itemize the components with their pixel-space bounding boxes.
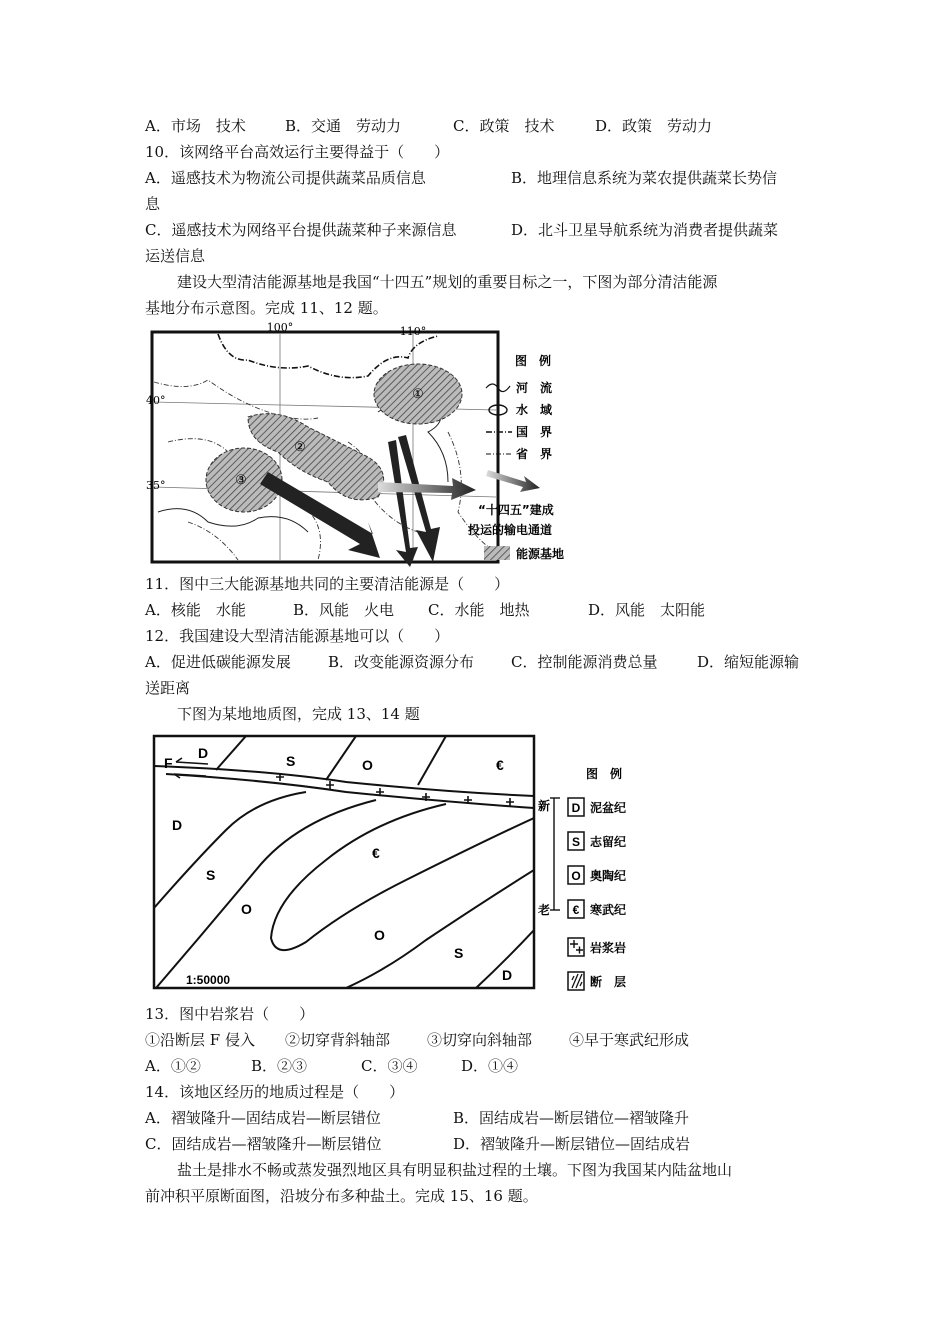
q9-option-d[interactable]: D．政策 劳动力 [595, 117, 713, 135]
q9-option-a[interactable]: A．市场 技术 [145, 117, 246, 135]
legend-new: 新 [538, 799, 551, 813]
stratum-c-core: € [372, 845, 380, 861]
lon-label-100: 100° [266, 321, 294, 334]
lat-label-35: 35° [146, 479, 166, 492]
energy-base-map [148, 322, 580, 568]
legend-devonian: 泥盆纪 [590, 801, 627, 815]
q14-option-d[interactable]: D．褶皱隆升—断层错位—固结成岩 [453, 1135, 691, 1153]
q14-option-b[interactable]: B．固结成岩—断层错位—褶皱隆升 [453, 1109, 690, 1127]
fault-label-f: F [164, 755, 173, 771]
q12-option-d-cont: 送距离 [145, 679, 191, 697]
q13-option-b[interactable]: B．②③ [251, 1057, 308, 1075]
q13-option-a[interactable]: A．①② [145, 1057, 201, 1075]
geologic-map [146, 730, 646, 996]
intro-saline-line1: 盐土是排水不畅或蒸发强烈地区具有明显积盐过程的土壤。下图为我国某内陆盆地山 [177, 1161, 733, 1179]
stratum-d-south: D [502, 967, 513, 983]
q13-option-c[interactable]: C．③④ [361, 1057, 418, 1075]
q12-option-a[interactable]: A．促进低碳能源发展 [145, 653, 291, 671]
legend-d-sym: D [571, 801, 581, 815]
legend-water: 水 域 [516, 403, 553, 417]
q9-option-b[interactable]: B．交通 劳动力 [285, 117, 402, 135]
q9-options [145, 116, 712, 136]
legend-transmission-line2: 投运的输电通道 [468, 523, 553, 537]
q14-options-row1 [145, 1108, 689, 1128]
q10-options-row1 [145, 168, 777, 188]
q13-statement-4: ④早于寒武纪形成 [569, 1031, 690, 1049]
q11-option-c[interactable]: C．水能 地热 [428, 601, 530, 619]
legend-old: 老 [538, 903, 551, 917]
q10-options-row2 [145, 220, 778, 240]
q12-options [145, 652, 799, 672]
q9-option-c[interactable]: C．政策 技术 [453, 117, 555, 135]
legend-energy-base: 能源基地 [516, 547, 565, 561]
q13-options [145, 1056, 518, 1076]
q13-option-d[interactable]: D．①④ [461, 1057, 519, 1075]
q13-stem: 13．图中岩浆岩（ ） [145, 1005, 315, 1023]
legend-fault: 断 层 [590, 975, 627, 989]
intro-saline-line2: 前冲积平原断面图，沿坡分布多种盐土。完成 15、16 题。 [145, 1187, 538, 1205]
legend-fault-icon [572, 974, 582, 988]
stratum-c-north: € [496, 757, 504, 773]
q13-statement-2: ②切穿背斜轴部 [285, 1031, 391, 1049]
q10-option-d-cont: 运送信息 [145, 247, 206, 265]
intro-energy-line2: 基地分布示意图。完成 11、12 题。 [145, 299, 388, 317]
q14-options-row2 [145, 1134, 690, 1154]
q12-option-c[interactable]: C．控制能源消费总量 [511, 653, 658, 671]
stratum-s-north: S [286, 753, 296, 769]
q13-statement-3: ③切穿向斜轴部 [427, 1031, 533, 1049]
q11-stem: 11．图中三大能源基地共同的主要清洁能源是（ ） [145, 575, 510, 593]
q13-statement-1: ①沿断层 F 侵入 [145, 1031, 255, 1049]
scale-label: 1:50000 [186, 973, 231, 987]
q12-option-b[interactable]: B．改变能源资源分布 [328, 653, 475, 671]
q12-stem: 12．我国建设大型清洁能源基地可以（ ） [145, 627, 450, 645]
q13-statements [145, 1030, 689, 1050]
q11-option-d[interactable]: D．风能 太阳能 [588, 601, 706, 619]
map1-legend-title: 图 例 [514, 354, 552, 368]
lon-label-110: 110° [399, 325, 427, 338]
stratum-o-west: O [241, 901, 252, 917]
stratum-d-west: D [172, 817, 183, 833]
lat-label-40: 40° [146, 394, 166, 407]
legend-o-sym: O [571, 869, 581, 883]
q10-stem: 10．该网络平台高效运行主要得益于（ ） [145, 143, 450, 161]
q10-option-a[interactable]: A．遥感技术为物流公司提供蔬菜品质信息 [145, 169, 426, 187]
stratum-s-south: S [454, 945, 464, 961]
legend-s-sym: S [571, 835, 581, 849]
q10-option-c[interactable]: C．遥感技术为网络平台提供蔬菜种子来源信息 [145, 221, 457, 239]
stratum-o-south: O [374, 927, 385, 943]
base-label-1: ① [412, 387, 424, 402]
intro-geology: 下图为某地地质图，完成 13、14 题 [177, 705, 420, 723]
q12-option-d[interactable]: D．缩短能源输 [697, 653, 800, 671]
legend-magma-box [568, 938, 584, 956]
legend-energy-base-icon [484, 546, 510, 560]
intro-energy-line1: 建设大型清洁能源基地是我国“十四五”规划的重要目标之一，下图为部分清洁能源 [177, 273, 718, 291]
base-label-2: ② [294, 440, 306, 455]
q10-option-b[interactable]: B．地理信息系统为菜农提供蔬菜长势信 [511, 169, 778, 187]
q14-option-a[interactable]: A．褶皱隆升—固结成岩—断层错位 [145, 1109, 381, 1127]
q11-options [145, 600, 705, 620]
q10-option-b-cont: 息 [145, 195, 161, 213]
q11-option-b[interactable]: B．风能 火电 [293, 601, 395, 619]
q14-option-c[interactable]: C．固结成岩—褶皱隆升—断层错位 [145, 1135, 382, 1153]
legend-silurian: 志留纪 [590, 835, 627, 849]
legend-ordovician: 奥陶纪 [590, 869, 627, 883]
legend-magma: 岩浆岩 [590, 941, 627, 955]
stratum-d-north: D [198, 745, 209, 761]
q11-option-a[interactable]: A．核能 水能 [145, 601, 246, 619]
legend-river: 河 流 [516, 381, 553, 395]
legend-national-border: 国 界 [516, 425, 553, 439]
legend-c-sym: € [572, 903, 580, 917]
stratum-o-north: O [362, 757, 373, 773]
q10-option-d[interactable]: D．北斗卫星导航系统为消费者提供蔬菜 [511, 221, 779, 239]
q14-stem: 14．该地区经历的地质过程是（ ） [145, 1083, 405, 1101]
legend-magma-icon [570, 940, 583, 954]
stratum-s-west: S [206, 867, 216, 883]
base-label-3: ③ [235, 473, 247, 488]
map2-legend-title: 图 例 [585, 767, 623, 781]
legend-cambrian: 寒武纪 [590, 903, 627, 917]
legend-provincial-border: 省 界 [516, 447, 553, 461]
legend-transmission-line1: “十四五”建成 [478, 503, 554, 517]
